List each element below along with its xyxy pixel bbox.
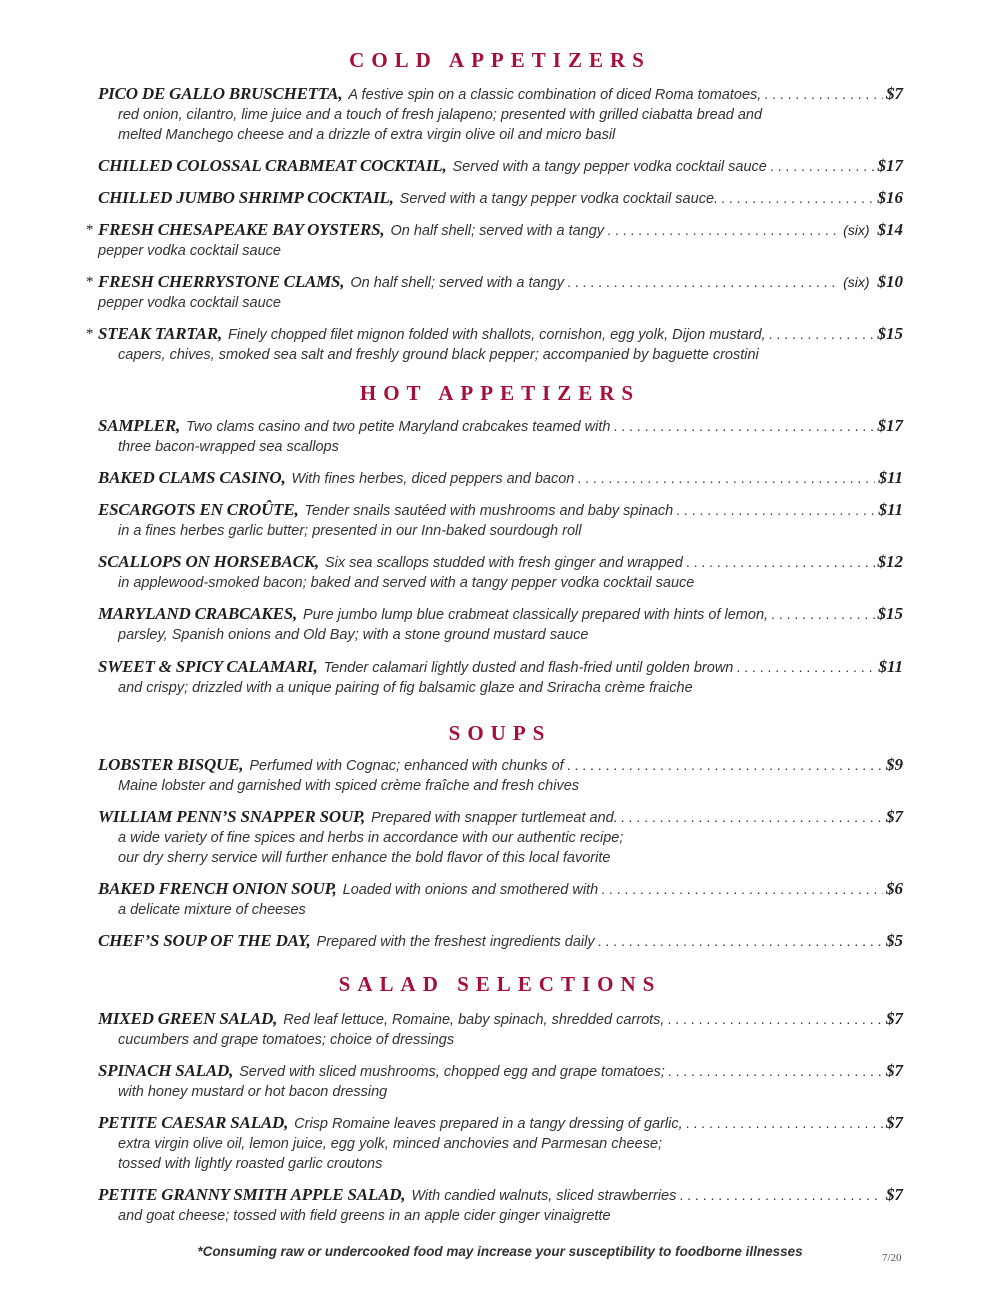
item-description-line: melted Manchego cheese and a drizzle of extra virgin olive oil and micro basil	[118, 127, 616, 143]
section-cold-appetizers	[0, 47, 1000, 365]
item-price: $11	[878, 468, 903, 487]
menu-item	[98, 1185, 903, 1226]
section-salads	[0, 971, 1000, 1226]
item-name: BAKED CLAMS CASINO,	[98, 468, 286, 487]
item-description: Crisp Romaine leaves prepared in a tangy dressing of garlic,	[294, 1116, 683, 1132]
item-description-line: three bacon-wrapped sea scallops	[118, 439, 339, 455]
leader-dots	[598, 931, 883, 951]
leader-dots	[667, 1009, 883, 1029]
item-description: Perfumed with Cognac; enhanced with chunks of	[249, 758, 564, 774]
leader-dots	[577, 468, 875, 488]
item-price: $7	[886, 1113, 903, 1132]
item-description: Tender snails sautéed with mushrooms and baby spinach	[304, 503, 674, 519]
menu-item	[98, 657, 903, 698]
raw-food-warning: *Consuming raw or undercooked food may increase your susceptibility to foodborne illnesses	[197, 1244, 803, 1259]
item-price: $5	[886, 931, 903, 950]
item-description: On half shell; served with a tangy	[350, 275, 564, 291]
menu-version-code: 7/20	[882, 1252, 902, 1264]
item-price: $11	[878, 500, 903, 519]
item-name: SPINACH SALAD,	[98, 1061, 234, 1080]
menu-item	[98, 468, 903, 489]
item-quantity: (six)	[843, 274, 870, 290]
section-title: SOUPS	[448, 721, 552, 745]
leader-dots	[721, 188, 874, 208]
section-title: HOT APPETIZERS	[359, 381, 641, 405]
menu-item	[98, 931, 903, 952]
item-name: PETITE CAESAR SALAD,	[98, 1113, 289, 1132]
item-description-line: pepper vodka cocktail sauce	[98, 295, 281, 311]
item-price: $11	[878, 657, 903, 676]
section-title: SALAD SELECTIONS	[338, 972, 662, 996]
menu-item	[98, 1113, 903, 1174]
item-name: CHEF’S SOUP OF THE DAY,	[98, 931, 311, 950]
item-description: Served with sliced mushrooms, chopped egg and grape tomatoes;	[239, 1064, 665, 1080]
menu-item	[98, 1061, 903, 1102]
section-title: COLD APPETIZERS	[349, 48, 651, 72]
item-name: LOBSTER BISQUE,	[98, 755, 244, 774]
item-name: WILLIAM PENN’S SNAPPER SOUP,	[98, 807, 366, 826]
menu-item	[98, 416, 903, 457]
menu-item	[98, 807, 903, 868]
item-description: With candied walnuts, sliced strawberries	[411, 1188, 677, 1204]
leader-dots	[686, 1113, 883, 1133]
leader-dots	[621, 807, 883, 827]
item-price: $7	[886, 1185, 903, 1204]
item-price: $6	[886, 879, 903, 898]
item-description-line: with honey mustard or hot bacon dressing	[118, 1084, 388, 1100]
item-name: SCALLOPS ON HORSEBACK,	[98, 552, 319, 571]
item-description: With fines herbes, diced peppers and bacon	[291, 471, 575, 487]
item-description: A festive spin on a classic combination of diced Roma tomatoes,	[348, 87, 762, 103]
menu-item	[98, 604, 903, 645]
item-price: $7	[886, 1061, 903, 1080]
leader-dots	[676, 500, 875, 520]
item-description: Prepared with snapper turtlemeat and.	[371, 810, 618, 826]
item-description-line: in applewood-smoked bacon; baked and served with a tangy pepper vodka cocktail sauce	[118, 575, 695, 591]
menu-item	[98, 879, 903, 920]
menu-item	[98, 188, 903, 209]
item-description-line: parsley, Spanish onions and Old Bay; with a stone ground mustard sauce	[118, 627, 589, 643]
item-description: Loaded with onions and smothered with	[342, 882, 599, 898]
menu-item	[98, 84, 903, 145]
leader-dots	[686, 552, 875, 572]
item-description-line: our dry sherry service will further enhance the bold flavor of this local favorite	[118, 850, 611, 866]
section-soups	[0, 720, 1000, 952]
item-description: Finely chopped filet mignon folded with shallots, cornishon, egg yolk, Dijon mustard,	[228, 327, 766, 343]
item-description-line: a delicate mixture of cheeses	[118, 902, 306, 918]
item-description-line: tossed with lightly roasted garlic croutons	[118, 1156, 383, 1172]
item-price: $7	[886, 1009, 903, 1028]
leader-dots	[770, 156, 875, 176]
item-price: $7	[886, 84, 903, 103]
item-description-line: in a fines herbes garlic butter; presented in our Inn-baked sourdough roll	[118, 523, 582, 539]
item-price: $7	[886, 807, 903, 826]
item-description-line: and crispy; drizzled with a unique pairing of fig balsamic glaze and Sriracha crème fraiche	[118, 680, 693, 696]
menu-item	[86, 324, 903, 365]
item-price: $16	[877, 188, 903, 207]
raw-warning-asterisk: *	[86, 274, 94, 290]
item-description-line: capers, chives, smoked sea salt and freshly ground black pepper; accompanied by baguette crostini	[118, 347, 759, 363]
leader-dots	[769, 324, 875, 344]
item-name: PICO DE GALLO BRUSCHETTA,	[98, 84, 343, 103]
item-name: FRESH CHESAPEAKE BAY OYSTERS,	[98, 220, 385, 239]
item-description: On half shell; served with a tangy	[390, 223, 605, 239]
item-name: BAKED FRENCH ONION SOUP,	[98, 879, 337, 898]
item-description-line: Maine lobster and garnished with spiced crème fraîche and fresh chives	[118, 778, 580, 794]
menu-item	[98, 1009, 903, 1050]
menu-item	[86, 272, 903, 313]
leader-dots	[601, 879, 883, 899]
item-price: $9	[886, 755, 903, 774]
leader-dots	[679, 1185, 883, 1205]
item-name: SWEET & SPICY CALAMARI,	[98, 657, 318, 676]
item-description-line: cucumbers and grape tomatoes; choice of dressings	[118, 1032, 455, 1048]
item-name: CHILLED JUMBO SHRIMP COCKTAIL,	[98, 188, 394, 207]
item-description: Six sea scallops studded with fresh ginger and wrapped	[324, 555, 683, 571]
item-description-line: extra virgin olive oil, lemon juice, egg yolk, minced anchovies and Parmesan cheese;	[118, 1136, 663, 1152]
item-description-line: pepper vodka cocktail sauce	[98, 243, 281, 259]
item-price: $17	[877, 416, 903, 435]
item-price: $15	[877, 604, 903, 623]
item-price: $14	[877, 220, 903, 239]
item-description: Pure jumbo lump blue crabmeat classically prepared with hints of lemon,	[303, 607, 769, 623]
menu-item	[98, 156, 903, 177]
item-name: STEAK TARTAR,	[98, 324, 223, 343]
menu-item	[86, 220, 903, 261]
item-description-line: a wide variety of fine spices and herbs in accordance with our authentic recipe;	[118, 830, 624, 846]
item-description-line: and goat cheese; tossed with field greens in an apple cider ginger vinaigrette	[118, 1208, 611, 1224]
item-name: PETITE GRANNY SMITH APPLE SALAD,	[98, 1185, 406, 1204]
item-name: MIXED GREEN SALAD,	[98, 1009, 278, 1028]
item-description: Two clams casino and two petite Maryland crabcakes teamed with	[186, 419, 611, 435]
item-description: Prepared with the freshest ingredients daily	[316, 934, 595, 950]
leader-dots	[607, 220, 840, 240]
section-hot-appetizers	[0, 380, 1000, 698]
item-name: MARYLAND CRABCAKES,	[98, 604, 298, 623]
leader-dots	[567, 755, 883, 775]
leader-dots	[771, 604, 874, 624]
leader-dots	[567, 272, 840, 292]
item-price: $12	[877, 552, 903, 571]
item-price: $15	[877, 324, 903, 343]
leader-dots	[764, 84, 883, 104]
item-description: Served with a tangy pepper vodka cocktail sauce	[452, 159, 767, 175]
menu-item	[98, 552, 903, 593]
item-description: Served with a tangy pepper vodka cocktail sauce.	[399, 191, 719, 207]
item-name: SAMPLER,	[98, 416, 181, 435]
item-description-line: red onion, cilantro, lime juice and a touch of fresh jalapeno; presented with grilled ciabatta bread and	[118, 107, 763, 123]
raw-warning-asterisk: *	[86, 222, 94, 238]
raw-warning-asterisk: *	[86, 326, 94, 342]
item-price: $17	[877, 156, 903, 175]
leader-dots	[613, 416, 874, 436]
item-description: Tender calamari lightly dusted and flash-fried until golden brown	[323, 660, 734, 676]
leader-dots	[668, 1061, 883, 1081]
item-name: FRESH CHERRYSTONE CLAMS,	[98, 272, 345, 291]
leader-dots	[736, 657, 875, 677]
item-quantity: (six)	[843, 222, 870, 238]
item-price: $10	[877, 272, 903, 291]
menu-item	[98, 500, 903, 541]
item-name: ESCARGOTS EN CROÛTE,	[98, 500, 299, 519]
item-description: Red leaf lettuce, Romaine, baby spinach, shredded carrots,	[283, 1012, 665, 1028]
menu-item	[98, 755, 903, 796]
item-name: CHILLED COLOSSAL CRABMEAT COCKTAIL,	[98, 156, 447, 175]
